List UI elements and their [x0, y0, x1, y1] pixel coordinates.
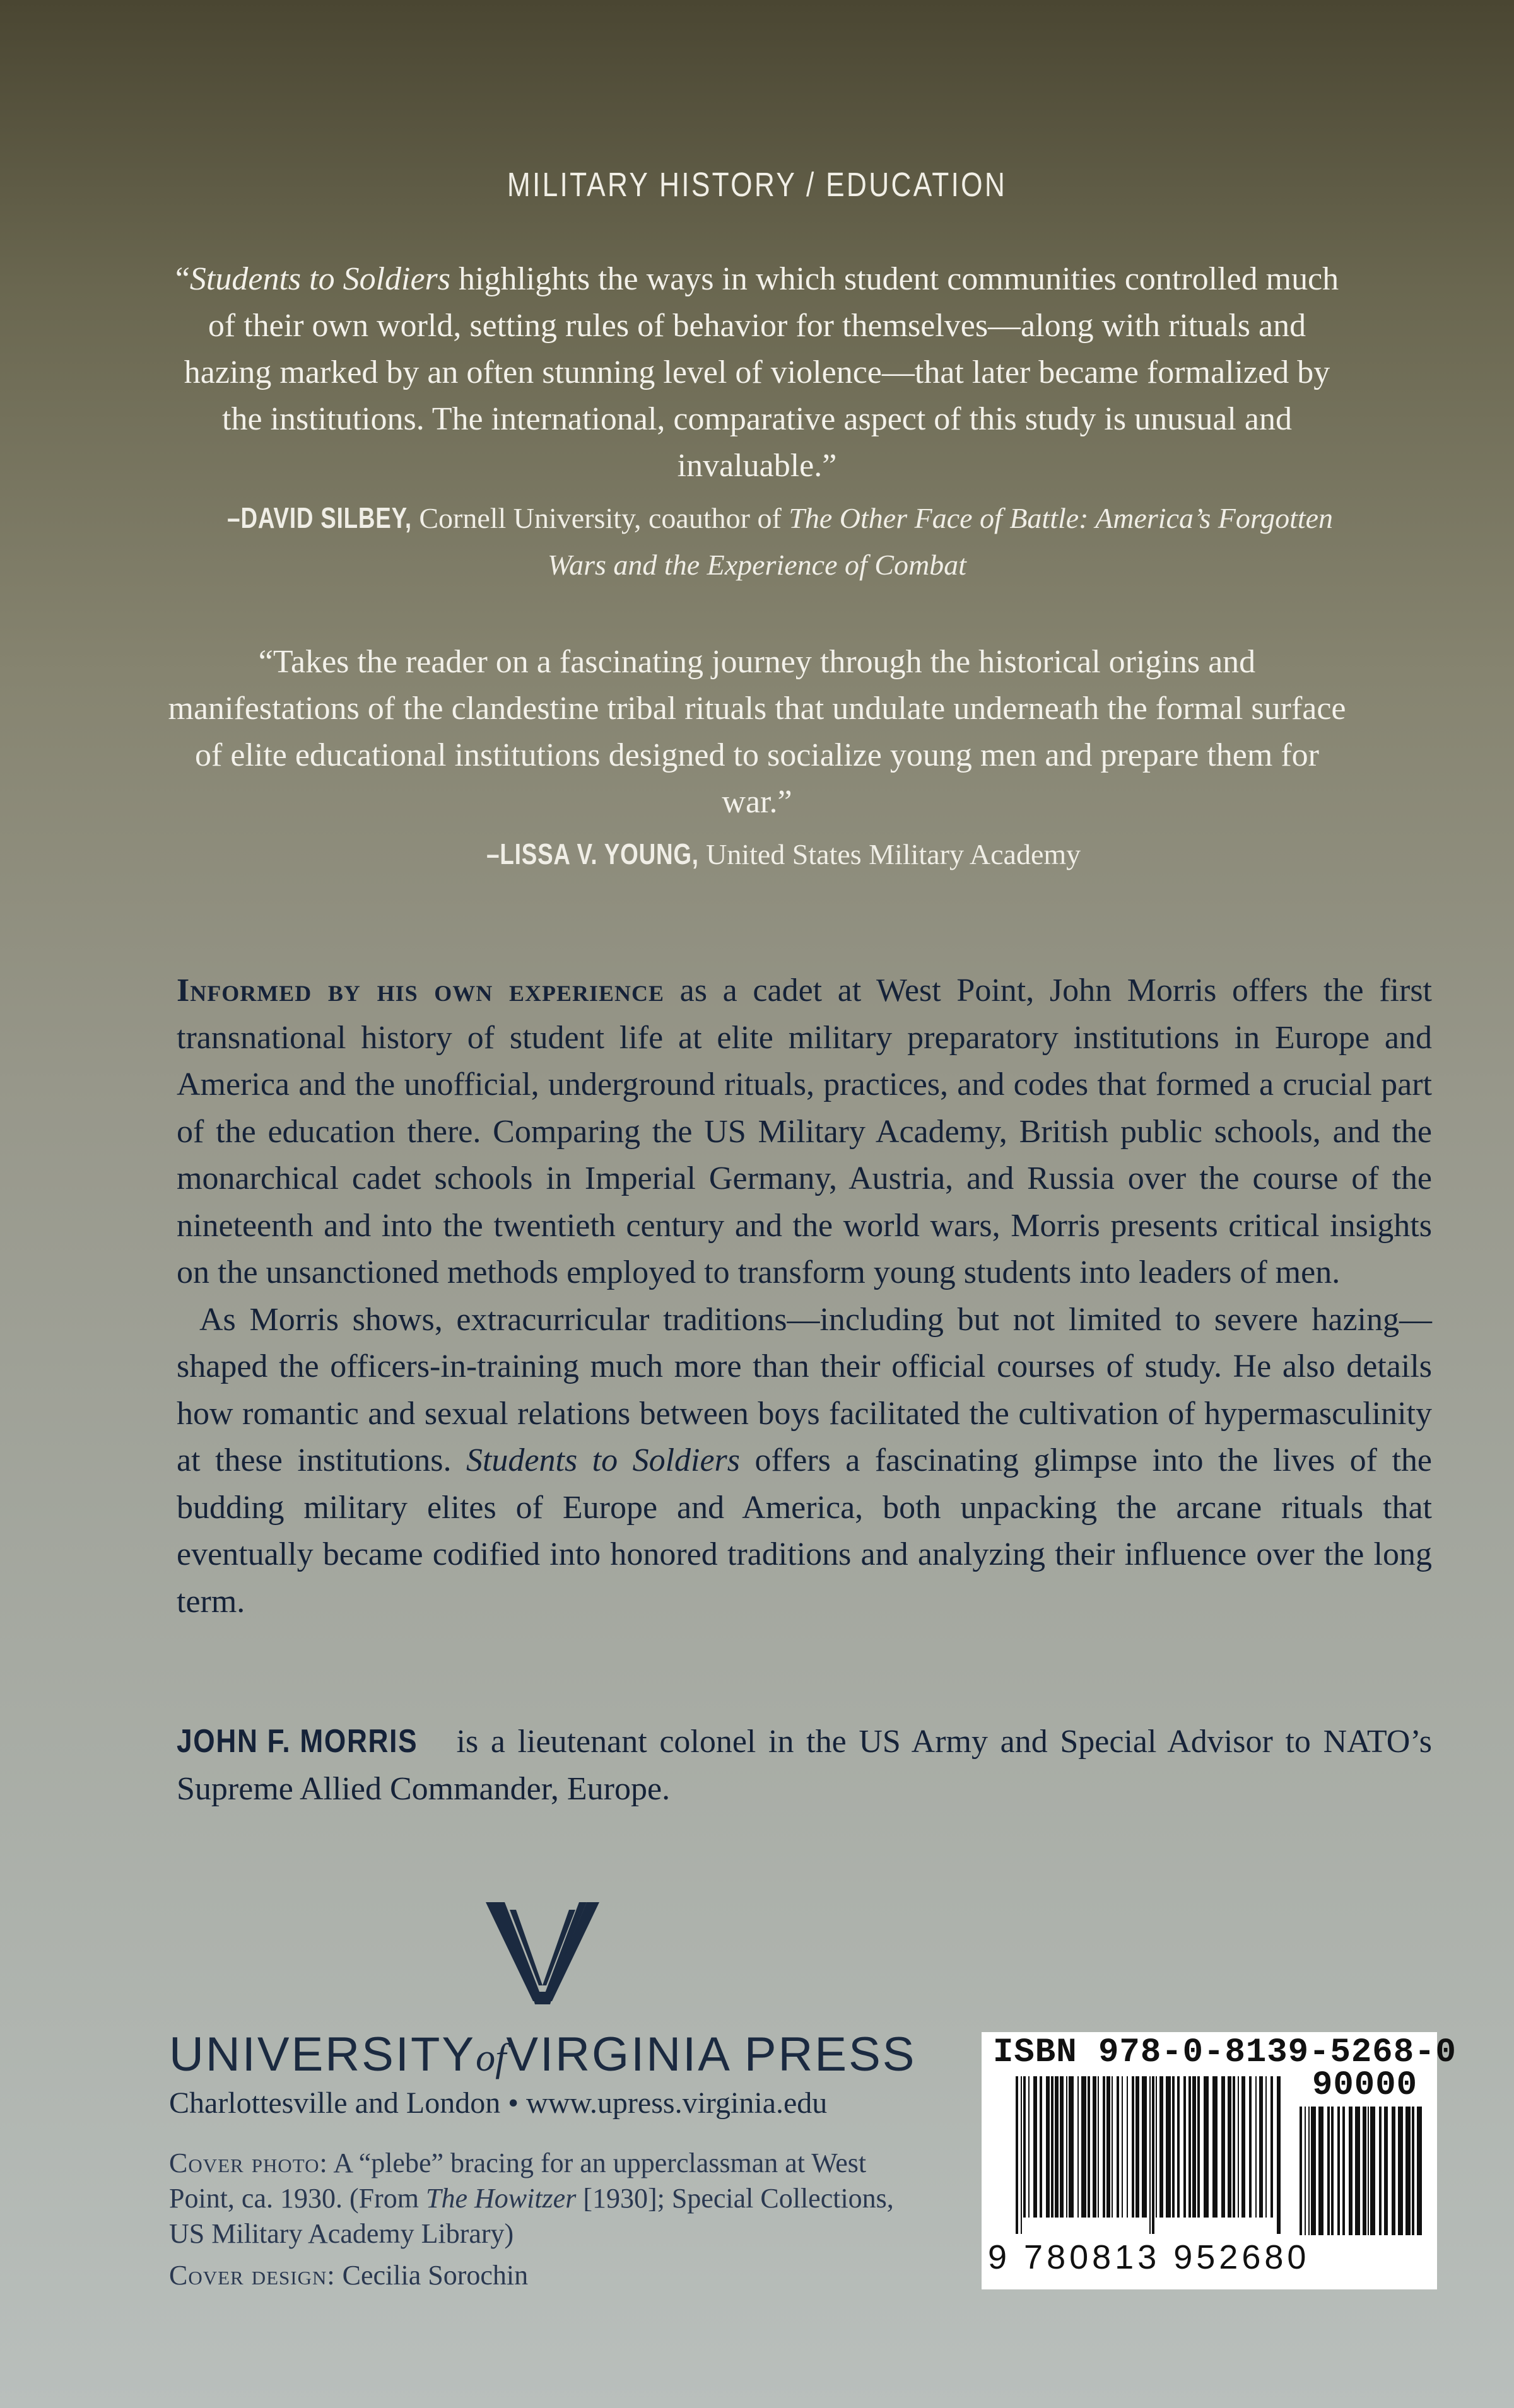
barcode-bar: [1112, 2076, 1113, 2218]
barcode-bar: [1051, 2076, 1053, 2218]
barcode-bar: [1016, 2076, 1018, 2234]
barcode-bar: [1318, 2107, 1323, 2235]
barcode-bar: [1398, 2107, 1403, 2235]
barcode-bar: [1405, 2107, 1411, 2235]
barcode-bar: [1379, 2107, 1382, 2235]
barcode-bar: [1311, 2107, 1316, 2235]
blurb-silbey-attribution: –DAVID SILBEY, Cornell University, coauthor of The Other Face of Battle: America’s Forgotten Wars and the Experience of Combat: [164, 494, 1350, 588]
blurb-young-text: “Takes the reader on a fascinating journey through the historical origins and manifestations of the clandestine tribal rituals that undulate underneath the formal surface of elite educational institutions designed to socialize young men and prepare them for war.”: [168, 644, 1346, 820]
barcode-bar: [1069, 2076, 1074, 2218]
blurb-young-attribution: –LISSA V. YOUNG, United States Military Academy: [164, 831, 1350, 878]
barcode-bar: [1021, 2076, 1022, 2234]
barcode-bar: [1040, 2076, 1042, 2218]
barcode-bar: [1392, 2107, 1395, 2235]
barcode-bar: [1156, 2076, 1157, 2218]
price-barcode-icon: [1300, 2107, 1426, 2252]
barcode-bar: [1098, 2076, 1099, 2218]
barcode-bar: [1337, 2107, 1340, 2235]
cover-photo-credit: Cover photo: A “plebe” bracing for an upperclassman at West Point, ca. 1930. (From The Howitzer [1930]; Special Collections, US Military Academy Library): [169, 2148, 894, 2249]
cover-credits: [169, 2146, 913, 2300]
author-name: JOHN F. MORRIS: [177, 1723, 418, 1760]
barcode-bar: [1152, 2076, 1154, 2234]
barcode-bar: [1368, 2107, 1369, 2235]
barcode-bar: [1122, 2076, 1123, 2218]
barcode-bar: [1149, 2076, 1151, 2234]
publisher-name: UNIVERSITYofVIRGINIA PRESS: [169, 2028, 917, 2081]
blurb-silbey: [164, 256, 1350, 588]
barcode-bar: [1103, 2076, 1105, 2218]
barcode-bar: [1166, 2076, 1171, 2218]
barcode-bar: [1241, 2076, 1245, 2218]
barcode-bar: [1088, 2076, 1090, 2218]
barcode-bar: [1081, 2076, 1086, 2218]
blurb-silbey-author: –DAVID SILBEY,: [227, 501, 412, 534]
barcode-bar: [1060, 2076, 1064, 2218]
barcode-bar: [1183, 2076, 1186, 2218]
barcode-bar: [1177, 2076, 1180, 2218]
barcode-bar: [1117, 2076, 1119, 2218]
barcode-bar: [1412, 2107, 1414, 2235]
barcode-bar: [1370, 2107, 1375, 2235]
barcode-bar: [1249, 2076, 1252, 2218]
barcode-bar: [1363, 2107, 1366, 2235]
blurb-young-author: –LISSA V. YOUNG,: [486, 838, 699, 870]
barcode-bar: [1023, 2076, 1026, 2218]
barcode-bar: [1270, 2076, 1273, 2218]
barcode-bar: [1033, 2076, 1037, 2218]
barcode-bar: [1331, 2107, 1334, 2235]
barcode-bar: [1055, 2076, 1059, 2218]
price-code: 90000: [1312, 2066, 1418, 2105]
ean-digits: 9 780813 952680: [988, 2238, 1310, 2276]
barcode-bar: [1106, 2076, 1110, 2218]
barcode-bar: [1342, 2107, 1345, 2235]
barcode-bar: [1228, 2076, 1231, 2218]
barcode-bar: [1197, 2076, 1200, 2218]
barcode-bar: [1066, 2076, 1067, 2218]
barcode-bar: [1233, 2076, 1235, 2218]
barcode-bar: [1384, 2107, 1388, 2235]
barcode-bar: [1136, 2076, 1139, 2218]
barcode-bar: [1093, 2076, 1096, 2218]
press-logo-icon: [479, 1897, 606, 2011]
barcode-bar: [1127, 2076, 1128, 2218]
barcode-bar: [1204, 2076, 1209, 2218]
barcode-bar: [1305, 2107, 1306, 2235]
description-paragraph-2: As Morris shows, extracurricular traditions—including but not limited to severe hazing—shaped the officers-in-training much more than their official courses of study. He also details how romantic and sexual relations between boys facilitated the cultivation of hypermasculinity at these institutions. Students to Soldiers offers a fascinating glimpse into the lives of the budding military elites of Europe and America, both unpacking the arcane rituals that eventually became codified into honored traditions and analyzing their influence over the long term.: [177, 1301, 1432, 1620]
publisher-location: Charlottesville and London • www.upress.virginia.edu: [169, 2086, 828, 2120]
barcode-icon: [1016, 2076, 1281, 2234]
barcode-bar: [1355, 2107, 1360, 2235]
barcode-bar: [1277, 2076, 1281, 2234]
barcode-bar: [1265, 2076, 1267, 2218]
barcode-bar: [1308, 2107, 1310, 2235]
book-description: [177, 967, 1432, 1625]
barcode-bar: [1221, 2076, 1225, 2218]
barcode-bar: [1300, 2107, 1302, 2235]
description-paragraph-1: Informed by his own experience as a cadet at West Point, John Morris offers the first transnational history of student life at elite military preparatory institutions in Europe and America and the unofficial, underground rituals, practices, and codes that formed a crucial part of the education there. Comparing the US Military Academy, British public schools, and the monarchical cadet schools in Imperial Germany, Austria, and Russia over the course of the nineteenth and into the twentieth century and the world wars, Morris presents critical insights on the unsanctioned methods employed to transform young students into leaders of men.: [177, 973, 1432, 1290]
barcode-bar: [1259, 2076, 1263, 2218]
barcode-bar: [1159, 2076, 1163, 2218]
barcode-bar: [1172, 2076, 1175, 2218]
author-bio: JOHN F. MORRIS is a lieutenant colonel in the US Army and Special Advisor to NATO’s Supreme Allied Commander, Europe.: [177, 1718, 1432, 1813]
barcode-bar: [1188, 2076, 1191, 2218]
barcode-bar: [1192, 2076, 1196, 2218]
barcode-bar: [1255, 2076, 1257, 2218]
barcode-bar: [1046, 2076, 1050, 2218]
barcode-bar: [1132, 2076, 1134, 2218]
barcode-bar: [1028, 2076, 1030, 2218]
barcode-bar: [1417, 2107, 1422, 2235]
cover-design-credit: Cover design: Cecilia Sorochin: [169, 2260, 529, 2291]
barcode-bar: [1327, 2107, 1330, 2235]
barcode-bar: [1212, 2076, 1218, 2218]
barcode-bar: [1238, 2076, 1239, 2218]
barcode-bar: [1349, 2107, 1353, 2235]
blurb-young: [164, 639, 1350, 878]
blurb-silbey-book: The Other Face of Battle: America’s Forgotten Wars and the Experience of Combat: [548, 502, 1334, 581]
blurb-silbey-text: “Students to Soldiers highlights the ways in which student communities controlled much of their own world, setting rules of behavior for themselves—along with rituals and hazing marked by an often stunning level of violence—that later became formalized by the institutions. The international, comparative aspect of this study is unusual and invaluable.”: [175, 261, 1339, 484]
category-label: MILITARY HISTORY / EDUCATION: [507, 166, 1007, 204]
barcode-bar: [1077, 2076, 1079, 2218]
isbn-text: ISBN 978-0-8139-5268-0: [993, 2033, 1457, 2072]
barcode-bar: [1142, 2076, 1147, 2218]
